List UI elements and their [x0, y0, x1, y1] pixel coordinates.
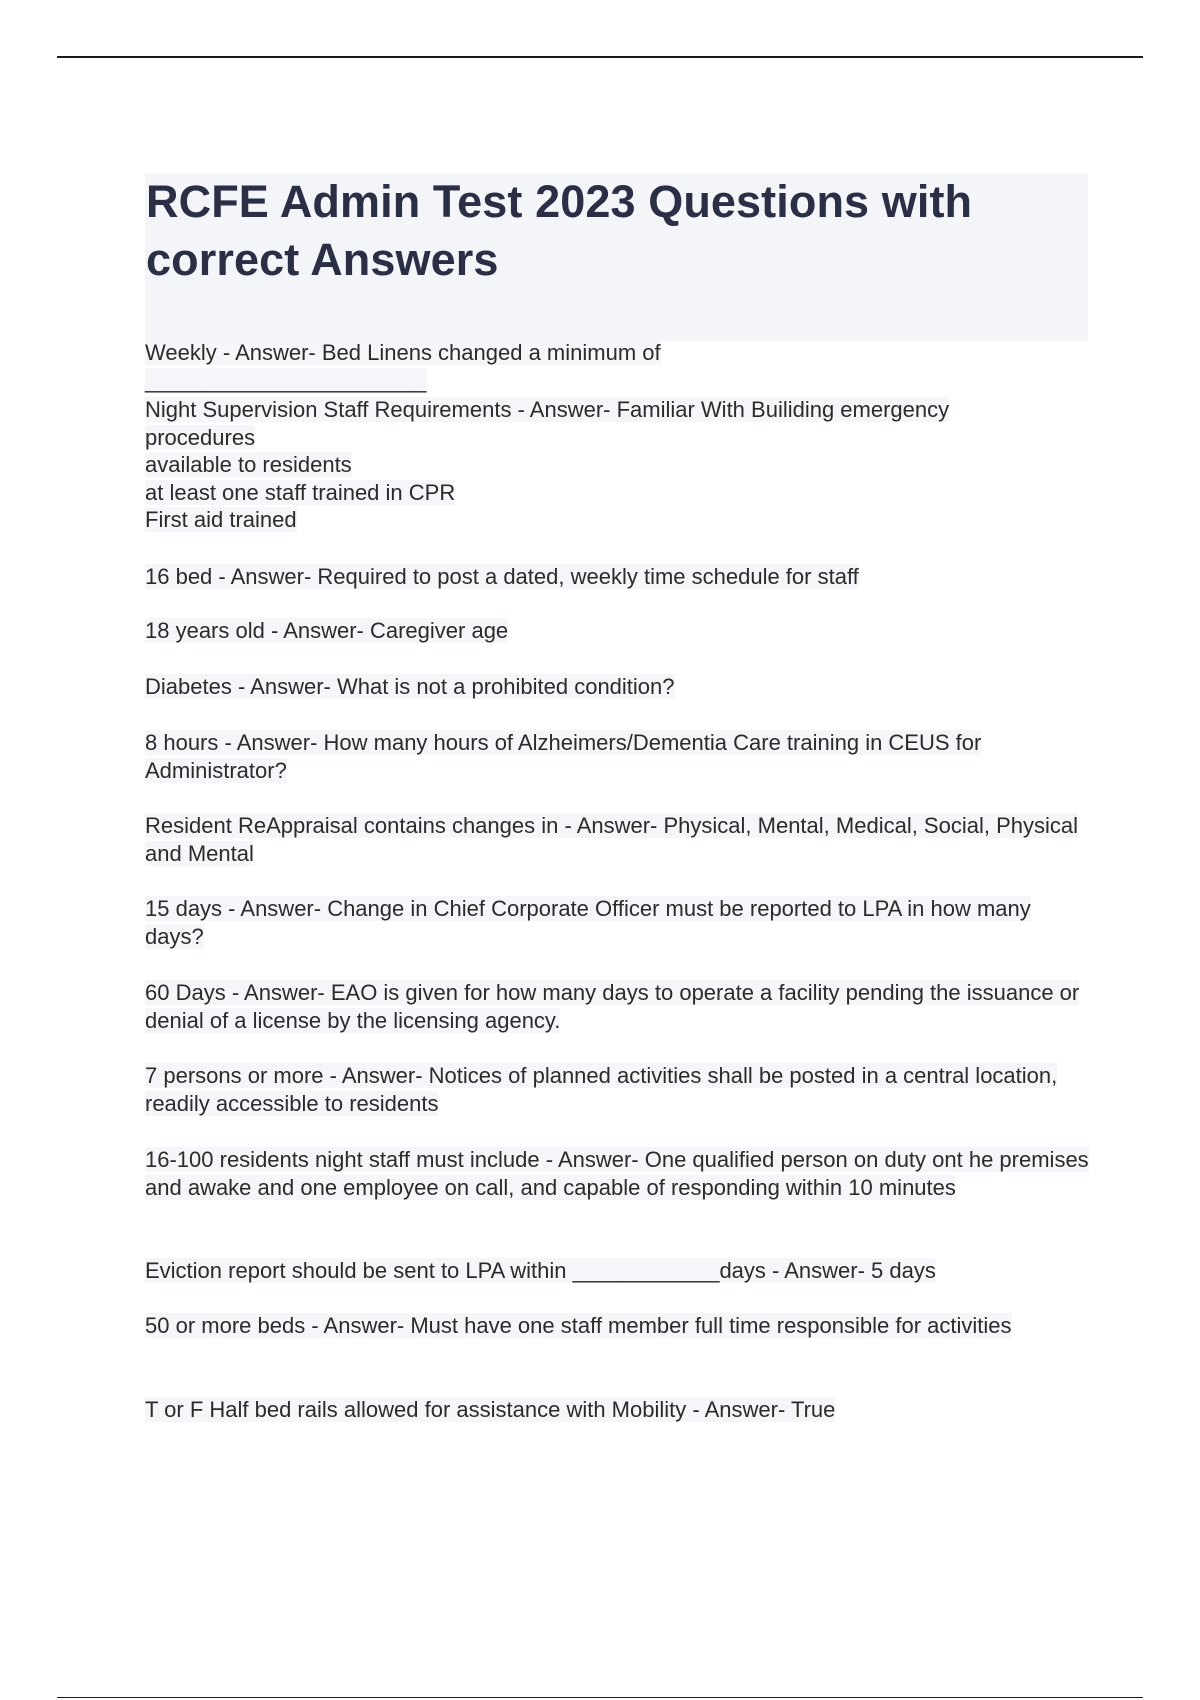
qa-item: Eviction report should be sent to LPA within ____________days - Answer- 5 days: [145, 1258, 936, 1283]
title-block: [145, 173, 1088, 341]
qa-item: 8 hours - Answer- How many hours of Alzheimers/Dementia Care training in CEUS for Administrator?: [145, 730, 982, 783]
qa-item: 16 bed - Answer- Required to post a dated, weekly time schedule for staff: [145, 564, 859, 589]
qa-item: 50 or more beds - Answer- Must have one staff member full time responsible for activities: [145, 1313, 1012, 1338]
qa-item: Weekly - Answer- Bed Linens changed a minimum of _______________________: [145, 340, 661, 393]
qa-item: Night Supervision Staff Requirements - Answer- Familiar With Builiding emergency procedures available to residents at least one staff trained in CPR First aid trained: [145, 397, 950, 532]
footer-rule: [57, 1697, 1143, 1698]
qa-item: 60 Days - Answer- EAO is given for how many days to operate a facility pending the issuance or denial of a license by the licensing agency.: [145, 980, 1080, 1033]
qa-item: Diabetes - Answer- What is not a prohibited condition?: [145, 674, 675, 699]
document-title: RCFE Admin Test 2023 Questions with correct Answers: [146, 176, 973, 285]
qa-item: 16-100 residents night staff must include - Answer- One qualified person on duty ont he premises and awake and one employee on call, and capable of responding within 10 minutes: [145, 1147, 1089, 1200]
qa-item: Resident ReAppraisal contains changes in - Answer- Physical, Mental, Medical, Social, Physical and Mental: [145, 813, 1078, 866]
qa-item: T or F Half bed rails allowed for assistance with Mobility - Answer- True: [145, 1397, 836, 1422]
qa-item: 7 persons or more - Answer- Notices of planned activities shall be posted in a central location, readily accessible to residents: [145, 1063, 1058, 1116]
qa-item: 18 years old - Answer- Caregiver age: [145, 618, 509, 643]
header-rule: [57, 56, 1143, 58]
qa-item: 15 days - Answer- Change in Chief Corporate Officer must be reported to LPA in how many days?: [145, 896, 1031, 949]
